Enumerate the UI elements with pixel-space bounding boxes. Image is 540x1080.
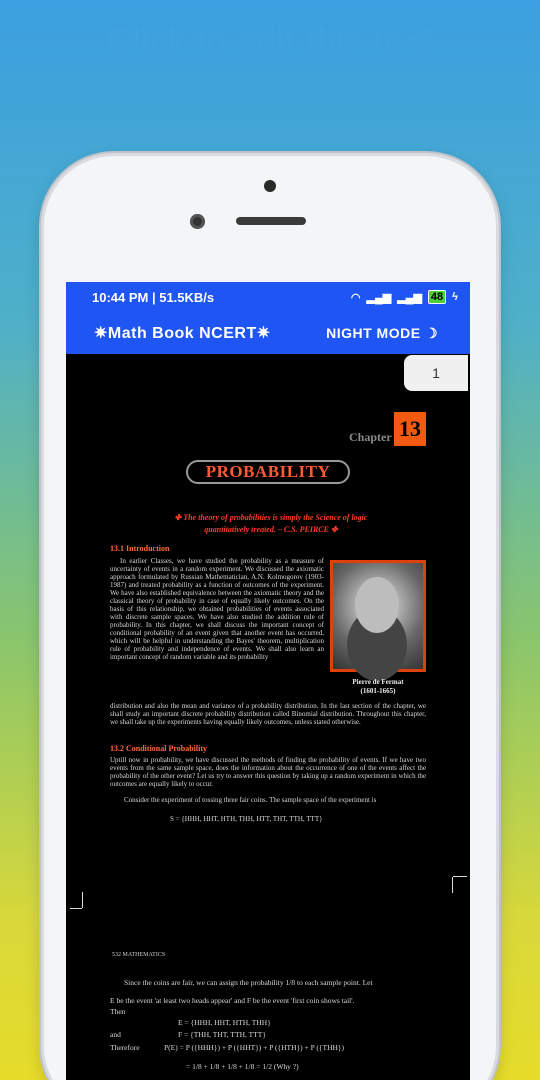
page-number-badge[interactable]: 1 [404,355,468,391]
page-footer: 532 MATHEMATICS [112,952,166,958]
equation-and: and [110,1030,121,1039]
portrait-caption [332,678,424,696]
sample-space-formula: S = {HHH, HHT, HTH, THH, HTT, THT, TTH, TTT} [170,815,323,823]
equation-therefore: Therefore [110,1043,140,1052]
p2-line-3: Then [110,1007,126,1016]
charging-icon: ϟ [452,291,458,303]
p2-line-1: Since the coins are fair, we can assign the probability 1/8 to each sample point. Let [124,978,373,987]
night-mode-button[interactable]: NIGHT MODE ☽ [326,324,438,341]
section-heading-introduction: 13.1 Introduction [110,544,170,553]
crop-mark [453,876,467,877]
section-heading-conditional-probability: 13.2 Conditional Probability [110,744,207,753]
p2-line-2: E be the event 'at least two heads appear' and F be the event 'first coin shows tail'. [110,996,355,1005]
document-page[interactable] [66,282,470,1080]
quote-line-1: ✤ The theory of probabilities is simply the Science of logic [174,513,368,522]
crop-mark [70,908,82,909]
chapter-number: 13 [394,412,426,446]
app-bar [66,312,470,354]
phone-screen [66,282,470,1080]
quote-line-2: quantitatively treated. – C.S. PEIRCE ✤ [204,525,338,534]
battery-icon: 48 [428,290,446,304]
chapter-quote [126,512,416,536]
promo-text: Click to edit this text [107,22,433,60]
wifi-icon: ◠ [350,291,361,304]
front-camera [190,214,205,229]
status-icons [351,290,458,304]
section-2-text: Uptill now in probability, we have discussed the methods of finding the probability of events. If we have two events from the same sample space, does the information about the occurrence of one of the events affect the probability of the other event? Let us try to answer this question by taking up a random experiment in which the outcomes are equally likely to occur. [110,756,426,788]
signal-icon: ▂▄▆ [366,291,392,304]
portrait-years: (1601-1665) [360,687,396,695]
status-time-speed: 10:44 PM | 51.5KB/s [92,289,215,305]
equation-f: F = {THH, THT, TTH, TTT} [178,1030,266,1039]
equation-pe: P(E) = P ({HHH}) + P ({HHT}) + P ({HTH}) + P ({THH}) [164,1043,345,1052]
signal-icon-2: ▂▄▆ [397,291,422,304]
sensor-dot [264,180,276,192]
chapter-title: PROBABILITY [186,460,350,484]
status-bar [66,282,470,312]
app-title: ✷Math Book NCERT✷ [94,325,271,342]
section-2-text-2: Consider the experiment of tossing three fair coins. The sample space of the experiment is [124,796,377,804]
equation-e: E = {HHH, HHT, HTH, THH} [178,1018,271,1027]
section-1-text: In earlier Classes, we have studied the probability as a measure of uncertainty of events in a random experiment. We discussed the axiomatic approach formulated by Russian Mathematician, A.N. Kolmogorov (1903-1987) and treated probability as a function of outcomes of the experiment. We have also established equivalence between the axiomatic theory and the classical theory of probability in case of equally likely outcomes. On the basis of this relationship, we obtained probabilities of events associated with discrete sample spaces. We have also studied the addition rule of probability. In this chapter, we shall discuss the important concept of conditional probability of an event given that another event has occurred, which will be helpful in understanding the Bayes' theorem, multiplication rule of probability and independence of events. We shall also learn an important concept of random variable and its probability [110,557,324,661]
section-1-text-continued: distribution and also the mean and variance of a probability distribution. In the last section of the chapter, we shall study an important discrete probability distribution called Binomial distribution. Throughout this chapter, we shall take up the experiments having equally likely outcomes, unless stated otherwise. [110,702,426,726]
earpiece-speaker [236,217,306,225]
chapter-label: Chapter [349,430,392,444]
fermat-portrait-image [330,560,426,672]
crop-mark [452,877,453,893]
crop-mark [82,892,83,908]
equation-sum: = 1/8 + 1/8 + 1/8 + 1/8 = 1/2 (Why ?) [186,1062,299,1071]
portrait-name: Pierre de Fermat [352,678,404,686]
